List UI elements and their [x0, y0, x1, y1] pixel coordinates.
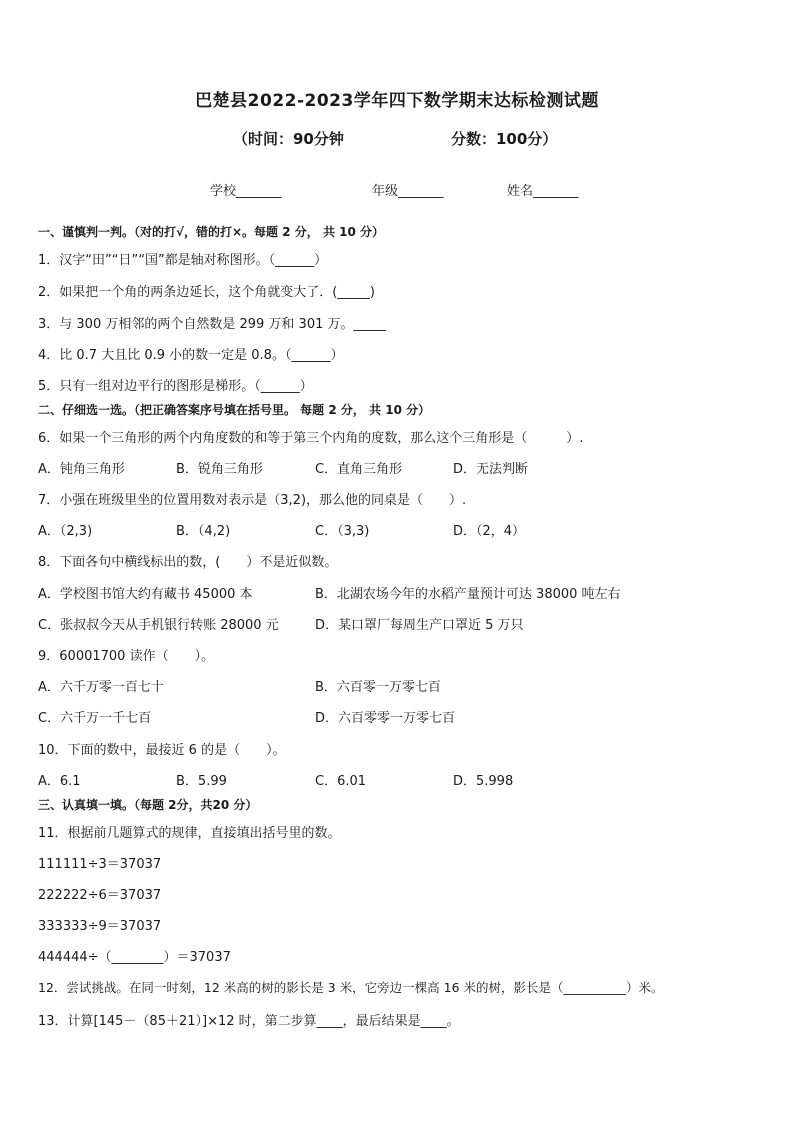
exam-time: （时间：90分钟 [233, 130, 344, 148]
option: C．6.01 [315, 774, 367, 789]
question-12: 12．尝试挑战。在同一时刻，12 米高的树的影长是 3 米，它旁边一棵高 16 米的树，影长是（__________）米。 [38, 980, 664, 995]
option: A．6.1 [38, 774, 81, 789]
equation-line: 444444÷（________）＝37037 [38, 950, 231, 965]
option: D．某口罩厂每周生产口罩近 5 万只 [315, 618, 524, 633]
option: A．六千万零一百七十 [38, 680, 164, 695]
question-1: 1．汉字“田”“日”“国”都是轴对称图形。（______） [38, 253, 328, 268]
page-title: 巴楚县2022-2023学年四下数学期末达标检测试题 [195, 91, 599, 111]
question-3: 3．与 300 万相邻的两个自然数是 299 万和 301 万。_____ [38, 317, 387, 332]
option: B．（4,2) [176, 524, 231, 539]
question-9: 9．60001700 读作（ ）。 [38, 649, 215, 664]
question-7: 7．小强在班级里坐的位置用数对表示是（3,2)，那么他的同桌是（ ）. [38, 493, 467, 508]
option: B．北湖农场今年的水稻产量预计可达 38000 吨左右 [315, 587, 621, 602]
grade-field[interactable]: 年级_______ [372, 184, 444, 199]
option: D．5.998 [453, 774, 514, 789]
option: C．直角三角形 [315, 462, 403, 477]
question-5: 5．只有一组对边平行的图形是梯形。（______） [38, 379, 313, 394]
question-11: 11．根据前几题算式的规律，直接填出括号里的数。 [38, 826, 341, 841]
option: D．（2，4） [453, 524, 526, 539]
section-1-heading: 一、谨慎判一判。（对的打√，错的打×。每题 2 分， 共 10 分） [38, 225, 384, 239]
equation-line: 111111÷3＝37037 [38, 857, 162, 872]
section-3-heading: 三、认真填一填。（每题 2分，共20 分） [38, 798, 258, 812]
option: D．无法判断 [453, 462, 529, 477]
option: C．张叔叔今天从手机银行转账 28000 元 [38, 618, 279, 633]
option: B．锐角三角形 [176, 462, 263, 477]
option: B．六百零一万零七百 [315, 680, 441, 695]
name-field[interactable]: 姓名_______ [507, 184, 579, 199]
question-4: 4．比 0.7 大且比 0.9 小的数一定是 0.8。（______） [38, 348, 344, 363]
question-8: 8．下面各句中横线标出的数，( ）不是近似数。 [38, 555, 338, 570]
question-2: 2．如果把一个角的两条边延长，这个角就变大了．(_____) [38, 285, 375, 300]
equation-line: 333333÷9＝37037 [38, 919, 162, 934]
option: A．学校图书馆大约有藏书 45000 本 [38, 587, 253, 602]
option: B．5.99 [176, 774, 227, 789]
option: C．六千万一千七百 [38, 711, 152, 726]
section-2-heading: 二、仔细选一选。（把正确答案序号填在括号里。 每题 2 分， 共 10 分） [38, 403, 431, 417]
exam-score: 分数：100分） [451, 130, 558, 148]
option: A．钝角三角形 [38, 462, 125, 477]
question-10: 10．下面的数中，最接近 6 的是（ ）。 [38, 743, 286, 758]
question-13: 13．计算[145－（85＋21）]×12 时，第二步算____，最后结果是____。 [38, 1014, 460, 1029]
option: A．（2,3) [38, 524, 93, 539]
option: D．六百零零一万零七百 [315, 711, 456, 726]
equation-line: 222222÷6＝37037 [38, 888, 162, 903]
option: C．（3,3) [315, 524, 370, 539]
school-field[interactable]: 学校_______ [210, 184, 282, 199]
question-6: 6．如果一个三角形的两个内角度数的和等于第三个内角的度数，那么这个三角形是（ ）. [38, 431, 584, 446]
